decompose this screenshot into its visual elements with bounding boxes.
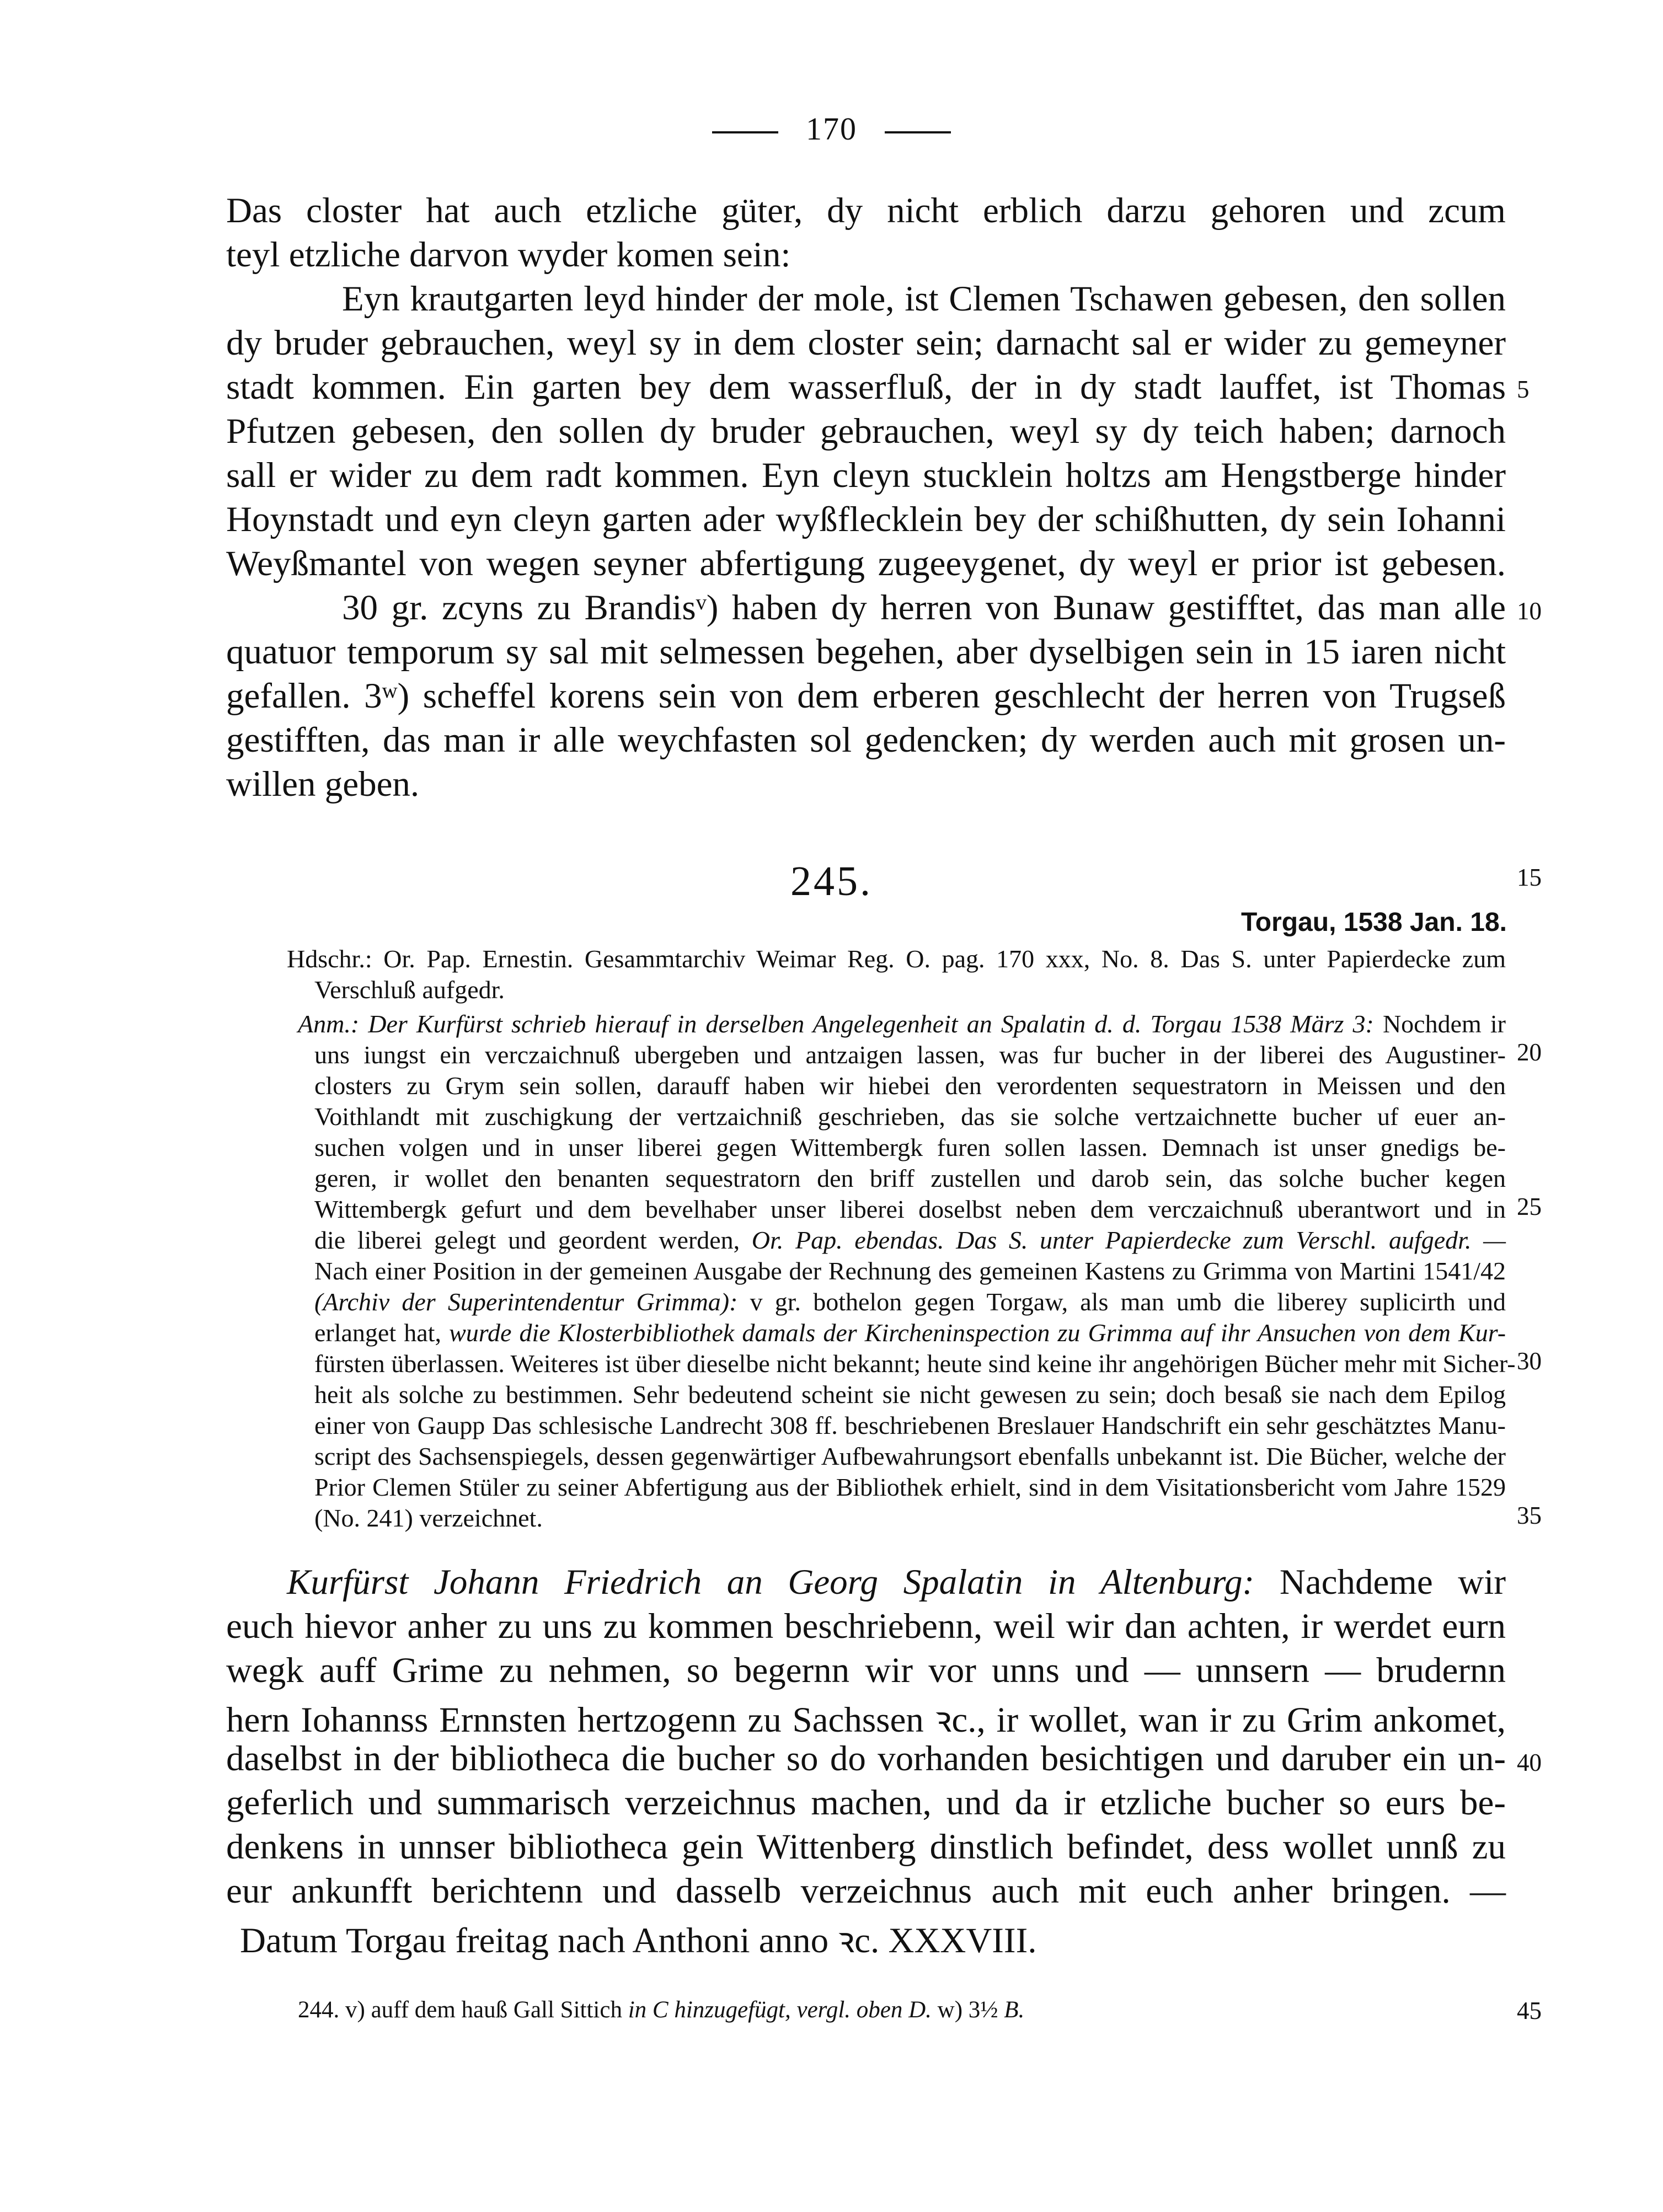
header-rule-right xyxy=(885,131,951,133)
margin-line-number: 40 xyxy=(1517,1749,1542,1776)
letter-line: eur ankunfft berichtenn und dasselb verzeichnus auch mit euch anher bringen. — xyxy=(226,1871,1506,1911)
body-line: sall er wider zu dem radt kommen. Eyn cleyn stucklein holtzs am Hengstberge hinder xyxy=(226,456,1506,495)
letter-line: denkens in unnser bibliotheca gein Wittenberg dinstlich befindet, dess wollet unnß zu xyxy=(226,1827,1506,1867)
note-roman: Nochdem ir xyxy=(1373,1010,1506,1038)
entry-number: 245. xyxy=(790,858,873,904)
note-line: Prior Clemen Stüler zu seiner Abfertigung aus der Bibliothek erhielt, sind in dem Visitationsbericht vom Jahre 1529 xyxy=(314,1473,1506,1501)
page-number: 170 xyxy=(806,111,857,147)
entry-place-date: Torgau, 1538 Jan. 18. xyxy=(1241,908,1507,937)
note-line: einer von Gaupp Das schlesische Landrecht 308 ff. beschriebenen Breslauer Handschrift ein sehr geschätztes Manu- xyxy=(314,1411,1506,1439)
footnote-part: in C hinzugefügt, vergl. oben D. xyxy=(622,1997,932,2023)
margin-line-number: 5 xyxy=(1517,376,1530,403)
margin-line-number: 15 xyxy=(1517,864,1542,891)
letter-line xyxy=(287,1562,1506,1603)
note-line: Voithlandt mit zuschigkung der vertzaichniß geschrieben, das sie solche vertzaichnette bucher uf euer an- xyxy=(314,1102,1506,1131)
note-line: fürsten überlassen. Weiteres ist über dieselbe nicht bekannt; heute sind keine ihr angehörigen Bücher mehr mit Sicher- xyxy=(314,1349,1516,1378)
note-line: Verschluß aufgedr. xyxy=(314,976,505,1004)
body-line: Hoynstadt und eyn cleyn garten ader wyßflecklein bey der schißhutten, dy sein Iohanni xyxy=(226,500,1506,539)
body-line: Weyßmantel von wegen seyner abfertigung zugeeygenet, dy weyl er prior ist gebesen. xyxy=(226,544,1506,583)
note-line: suchen volgen und in unser liberei gegen Wittembergk furen sollen lassen. Demnach ist unser gnedigs be- xyxy=(314,1133,1506,1161)
note-roman: erlanget hat, xyxy=(314,1319,441,1347)
note-line: script des Sachsenspiegels, dessen gegenwärtiger Aufbewahrungsort ebenfalls unbekannt ist. Die Bücher, welche der xyxy=(314,1442,1506,1470)
margin-line-number: 20 xyxy=(1517,1038,1542,1066)
body-line: stadt kommen. Ein garten bey dem wasserfluß, der in dy stadt lauffet, ist Thomas xyxy=(226,367,1506,407)
letter-line: daselbst in der bibliotheca die bucher so do vorhanden besichtigen und daruber ein un- xyxy=(226,1739,1506,1779)
note-line xyxy=(298,1009,1506,1038)
letter-line: euch hievor anher zu uns zu kommen beschriebenn, weil wir dan achten, ir werdet eurn xyxy=(226,1606,1506,1646)
body-line: quatuor temporum sy sal mit selmessen begehen, aber dyselbigen sein in 15 iaren nicht xyxy=(226,632,1506,672)
body-line: willen geben. xyxy=(226,764,420,804)
note-roman: die liberei gelegt und geordent werden, xyxy=(314,1226,740,1254)
note-line: Wittembergk gefurt und dem bevelhaber unser liberei doselbst neben dem verczaichnuß uberantwort und in xyxy=(314,1195,1506,1223)
body-line: gefallen. 3ʷ) scheffel korens sein von dem erberen geschlecht der herren von Trugseß xyxy=(226,676,1506,716)
page-header xyxy=(0,110,1663,147)
body-line: dy bruder gebrauchen, weyl sy in dem closter sein; darnacht sal er wider zu gemeyner xyxy=(226,323,1506,363)
note-line xyxy=(314,1318,1506,1347)
note-italic: (Archiv der Superintendentur Grimma): xyxy=(314,1288,738,1316)
note-line: Hdschr.: Or. Pap. Ernestin. Gesammtarchiv Weimar Reg. O. pag. 170 xxx, No. 8. Das S. unter Papierdecke zum xyxy=(287,945,1506,973)
margin-line-number: 35 xyxy=(1517,1502,1542,1529)
note-italic: Anm.: Der Kurfürst schrieb hierauf in derselben Angelegenheit an Spalatin d. d. Torgau 1538 März 3: xyxy=(298,1010,1374,1038)
body-line: 30 gr. zcyns zu Brandisᵛ) haben dy herren von Bunaw gestifftet, das man alle xyxy=(342,588,1506,628)
note-line: closters zu Grym sein sollen, darauff haben wir hiebei den verordenten sequestratorn in Meissen und den xyxy=(314,1072,1506,1100)
margin-line-number: 30 xyxy=(1517,1347,1542,1375)
footnote xyxy=(298,1996,1506,2023)
letter-roman: Nachdeme wir xyxy=(1254,1562,1506,1602)
margin-line-number: 10 xyxy=(1517,597,1542,625)
footnote-part: 244. v) auff dem hauß Gall Sittich xyxy=(298,1997,622,2023)
footnote-part: w) 3½ xyxy=(931,1997,998,2023)
letter-line: hern Iohannss Ernnsten hertzogenn zu Sachssen ꝛc., ir wollet, wan ir zu Grim ankomet, xyxy=(226,1700,1506,1740)
note-line xyxy=(314,1287,1506,1316)
body-line: Pfutzen gebesen, den sollen dy bruder gebrauchen, weyl sy dy teich haben; darnoch xyxy=(226,411,1506,451)
note-italic: Or. Pap. ebendas. Das S. unter Papierdecke zum Verschl. aufgedr. — xyxy=(740,1226,1506,1254)
body-line: Das closter hat auch etzliche güter, dy nicht erblich darzu gehoren und zcum xyxy=(226,191,1506,231)
header-rule-left xyxy=(712,131,778,133)
note-line xyxy=(314,1225,1506,1255)
letter-heading: Kurfürst Johann Friedrich an Georg Spalatin in Altenburg: xyxy=(287,1562,1255,1602)
letter-line: wegk auff Grime zu nehmen, so begernn wir vor unns und — unnsern — brudernn xyxy=(226,1651,1506,1690)
note-line: uns iungst ein verczaichnuß ubergeben und antzaigen lassen, was fur bucher in der liberei des Augustiner- xyxy=(314,1041,1506,1069)
note-line: (No. 241) verzeichnet. xyxy=(314,1504,543,1532)
margin-line-number: 45 xyxy=(1517,1997,1542,2024)
note-line: Nach einer Position in der gemeinen Ausgabe der Rechnung des gemeinen Kastens zu Grimma von Martini 1541/42 xyxy=(314,1257,1506,1285)
note-line: heit als solche zu bestimmen. Sehr bedeutend scheint sie nicht gewesen zu sein; doch besaß sie nach dem Epilog xyxy=(314,1380,1506,1408)
note-italic: wurde die Klosterbibliothek damals der Kircheninspection zu Grimma auf ihr Ansuchen von dem Kur- xyxy=(441,1319,1506,1347)
body-line: Eyn krautgarten leyd hinder der mole, ist Clemen Tschawen gebesen, den sollen xyxy=(342,279,1506,319)
letter-line: geferlich und summarisch verzeichnus machen, und da ir etzliche bucher so eurs be- xyxy=(226,1783,1506,1823)
body-line: teyl etzliche darvon wyder komen sein: xyxy=(226,235,791,275)
body-line: gestifften, das man ir alle weychfasten sol gedencken; dy werden auch mit grosen un- xyxy=(226,720,1506,760)
note-line: geren, ir wollet den benanten sequestratorn den briff zustellen und darob sein, das solche bucher kegen xyxy=(314,1164,1506,1192)
margin-line-number: 25 xyxy=(1517,1193,1542,1220)
letter-line: Datum Torgau freitag nach Anthoni anno ꝛc. XXXVIII. xyxy=(240,1921,1037,1961)
note-roman: v gr. bothelon gegen Torgaw, als man umb die liberey suplicirth und xyxy=(737,1288,1506,1316)
footnote-part: B. xyxy=(998,1997,1025,2023)
